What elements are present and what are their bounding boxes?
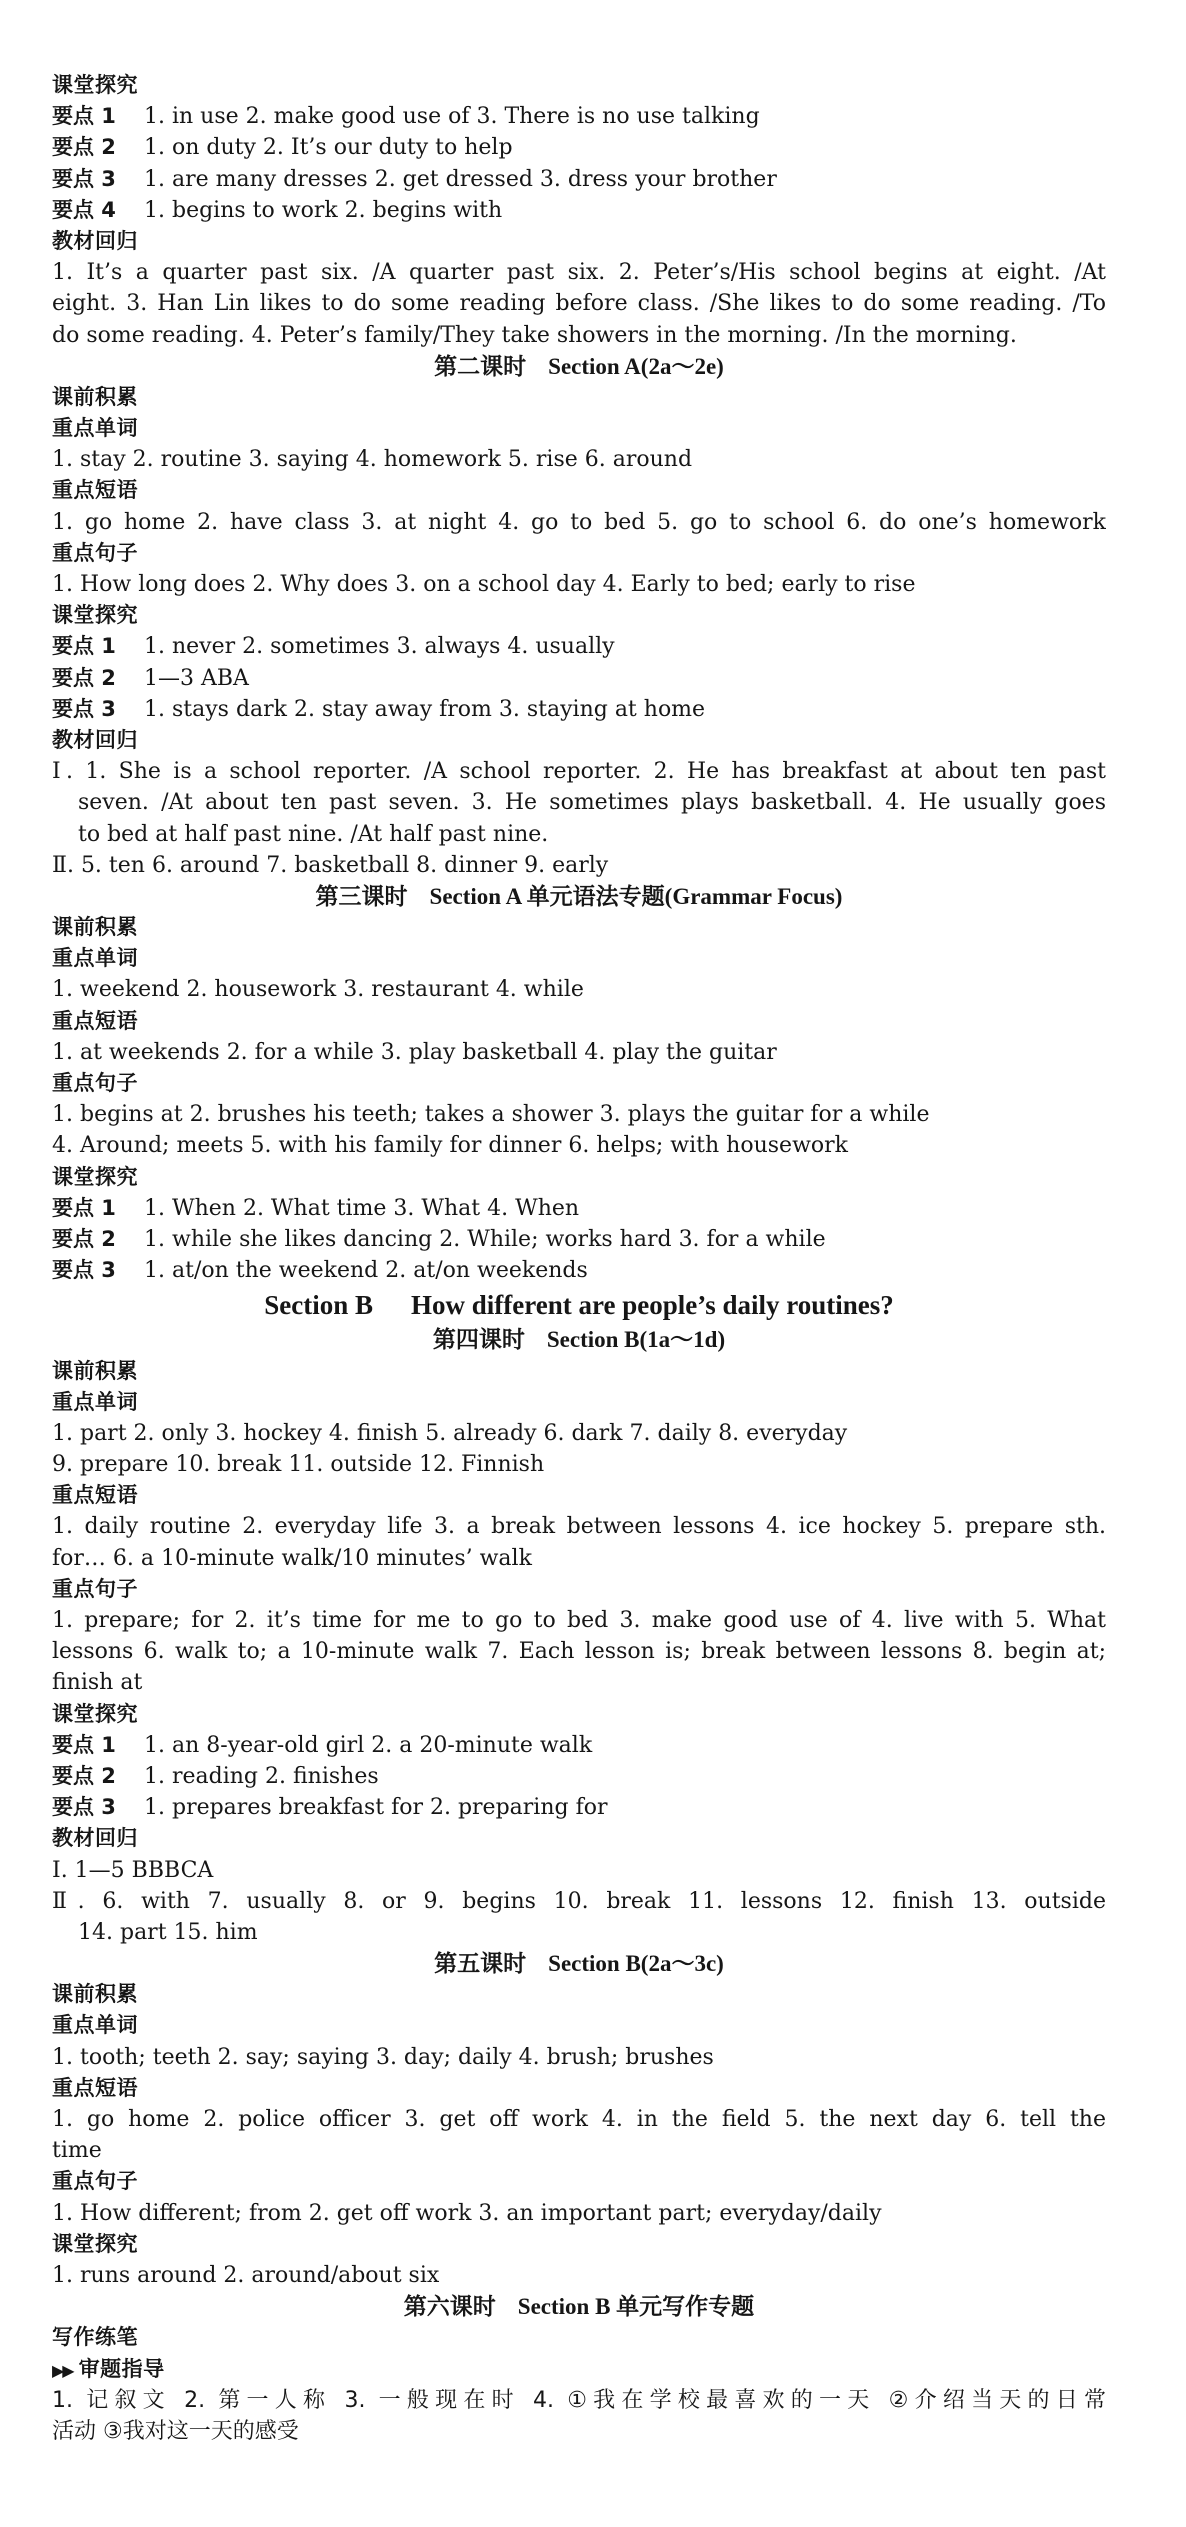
key-point-row xyxy=(52,1761,1106,1792)
key-point-row xyxy=(52,164,1106,195)
answer-line: 1. at weekends 2. for a while 3. play basketball 4. play the guitar xyxy=(52,1039,777,1065)
key-point-label: 要点 3 xyxy=(52,1795,116,1820)
key-point-label: 要点 3 xyxy=(52,1258,116,1283)
lesson-number: 第四课时 xyxy=(432,1327,525,1354)
key-point-answers: 1. are many dresses 2. get dressed 3. dress your brother xyxy=(144,166,777,192)
lesson-number: 第二课时 xyxy=(434,353,527,380)
answer-line: 1. How long does 2. Why does 3. on a school day 4. Early to bed; early to rise xyxy=(52,572,916,597)
answer-line: 1. runs around 2. around/about six xyxy=(52,2262,440,2288)
section-heading: 写作练笔 xyxy=(52,2325,138,2350)
key-point-label: 要点 1 xyxy=(52,1732,116,1757)
section-heading: 课堂探究 xyxy=(52,73,138,97)
key-point-answers: 1. in use 2. make good use of 3. There is no use talking xyxy=(144,104,760,130)
section-heading: 课堂探究 xyxy=(52,1164,138,1189)
key-point-label: 要点 2 xyxy=(52,1763,116,1788)
section-heading: 重点句子 xyxy=(52,540,138,565)
lesson-title xyxy=(52,881,1106,912)
answer-line: finish at xyxy=(52,1670,143,1696)
answer-line: 1. prepare; for 2. it’s time for me to go to bed 3. make good use of 4. live with 5. What xyxy=(52,1608,1106,1633)
section-label: Section B xyxy=(264,1290,374,1321)
answer-line: 4. Around; meets 5. with his family for dinner 6. helps; with housework xyxy=(52,1133,848,1159)
key-point-answers: 1. stays dark 2. stay away from 3. staying at home xyxy=(144,696,706,722)
answer-line: 1. daily routine 2. everyday life 3. a break between lessons 4. ice hockey 5. prepare sth. xyxy=(52,1514,1106,1540)
answer-line: Ⅱ. 6. with 7. usually 8. or 9. begins 10. break 11. lessons 12. finish 13. outside xyxy=(52,1888,1106,1914)
key-point-answers: 1. at/on the weekend 2. at/on weekends xyxy=(144,1258,588,1284)
guide-heading xyxy=(52,2354,1106,2385)
section-heading: 重点单词 xyxy=(52,1389,138,1414)
key-point-row xyxy=(52,1730,1106,1761)
key-point-answers: 1. never 2. sometimes 3. always 4. usually xyxy=(144,634,615,660)
guide-heading-text: 审题指导 xyxy=(78,2356,165,2381)
answer-line: for… 6. a 10-minute walk/10 minutes’ walk xyxy=(52,1545,532,1571)
key-point-row xyxy=(52,694,1106,725)
key-point-answers: 1. prepares breakfast for 2. preparing for xyxy=(144,1795,608,1821)
answer-line: Ⅰ. 1. She is a school reporter. /A school reporter. 2. He has breakfast at about ten past xyxy=(52,759,1106,785)
answer-line: do some reading. 4. Peter’s family/They take showers in the morning. /In the morning. xyxy=(52,322,1017,348)
key-point-answers: 1. while she likes dancing 2. While; works hard 3. for a while xyxy=(144,1226,826,1252)
lesson-section: Section B(1a～1d) xyxy=(546,1327,726,1353)
answer-line: 1. How different; from 2. get off work 3. an important part; everyday/daily xyxy=(52,2200,882,2226)
key-point-row xyxy=(52,1792,1106,1823)
key-point-label: 要点 3 xyxy=(52,166,116,191)
answer-line: to bed at half past nine. /At half past nine. xyxy=(78,821,549,847)
lesson-title xyxy=(52,1948,1106,1979)
section-heading: 课堂探究 xyxy=(52,603,138,628)
answer-line: Ⅱ. 5. ten 6. around 7. basketball 8. dinner 9. early xyxy=(52,852,609,878)
key-point-answers: 1. reading 2. finishes xyxy=(144,1763,379,1789)
section-heading: 重点短语 xyxy=(52,1008,138,1033)
key-point-label: 要点 2 xyxy=(52,1226,116,1251)
lesson-title xyxy=(52,1324,1106,1355)
key-point-label: 要点 2 xyxy=(52,665,116,690)
key-point-row xyxy=(52,101,1106,132)
section-heading: 课前积累 xyxy=(52,915,138,940)
answer-line: time xyxy=(52,2138,102,2164)
answer-line: 14. part 15. him xyxy=(78,1919,258,1945)
answer-line: 活动 ③我对这一天的感受 xyxy=(52,2418,299,2444)
answer-line: 9. prepare 10. break 11. outside 12. Finnish xyxy=(52,1452,545,1478)
key-point-answers: 1. an 8-year-old girl 2. a 20-minute walk xyxy=(144,1732,593,1758)
section-heading: 课堂探究 xyxy=(52,1701,138,1726)
section-heading: 重点单词 xyxy=(52,416,138,441)
section-heading: 重点单词 xyxy=(52,946,138,971)
answer-line: 1. It’s a quarter past six. /A quarter past six. 2. Peter’s/His school begins at eight. /At xyxy=(52,260,1106,286)
double-arrow-icon: ▶▶ xyxy=(52,2360,73,2380)
key-point-row xyxy=(52,132,1106,163)
key-point-answers: 1. When 2. What time 3. What 4. When xyxy=(144,1195,580,1221)
answer-line: 1. weekend 2. housework 3. restaurant 4. while xyxy=(52,977,584,1003)
section-heading: 教材回归 xyxy=(52,727,138,752)
unit-section-title xyxy=(52,1286,1106,1324)
answer-line: 1. stay 2. routine 3. saying 4. homework 5. rise 6. around xyxy=(52,447,693,473)
key-point-answers: 1. on duty 2. It’s our duty to help xyxy=(144,135,513,161)
key-point-answers: 1—3 ABA xyxy=(144,665,249,691)
key-point-answers: 1. begins to work 2. begins with xyxy=(144,197,503,223)
key-point-row xyxy=(52,1193,1106,1224)
answer-line: 1. part 2. only 3. hockey 4. finish 5. already 6. dark 7. daily 8. everyday xyxy=(52,1420,848,1446)
key-point-label: 要点 4 xyxy=(52,197,116,222)
section-heading: 重点句子 xyxy=(52,2169,138,2194)
answer-line: 1. go home 2. police officer 3. get off work 4. in the field 5. the next day 6. tell the xyxy=(52,2107,1106,2132)
section-heading: 重点短语 xyxy=(52,1483,138,1508)
key-point-row xyxy=(52,663,1106,694)
section-question: How different are people’s daily routines? xyxy=(411,1290,894,1321)
lesson-section: Section A(2a～2e) xyxy=(548,353,724,379)
section-heading: 重点短语 xyxy=(52,2075,138,2100)
section-heading: 课前积累 xyxy=(52,1358,138,1383)
section-heading: 课前积累 xyxy=(52,384,138,409)
key-point-label: 要点 2 xyxy=(52,135,116,160)
lesson-number: 第五课时 xyxy=(434,1951,527,1978)
lesson-title xyxy=(52,2291,1106,2322)
answer-line: 1. begins at 2. brushes his teeth; takes a shower 3. plays the guitar for a while xyxy=(52,1102,930,1128)
section-heading: 教材回归 xyxy=(52,1826,138,1851)
key-point-row xyxy=(52,1255,1106,1286)
lesson-section: Section B(2a～3c) xyxy=(548,1951,724,1977)
key-point-row xyxy=(52,1224,1106,1255)
section-heading: 重点句子 xyxy=(52,1576,138,1601)
answer-line: 1. tooth; teeth 2. say; saying 3. day; daily 4. brush; brushes xyxy=(52,2044,714,2070)
lesson-number: 第六课时 xyxy=(403,2294,496,2321)
lesson-section: Section B 单元写作专题 xyxy=(517,2294,755,2320)
key-point-row xyxy=(52,195,1106,226)
section-heading: 重点单词 xyxy=(52,2013,138,2038)
section-heading: 教材回归 xyxy=(52,228,138,253)
answer-line: 1. 记叙文 2. 第一人称 3. 一般现在时 4. ①我在学校最喜欢的一天 ②介绍当天的日常 xyxy=(52,2387,1106,2413)
answer-line: lessons 6. walk to; a 10-minute walk 7. Each lesson is; break between lessons 8. begin at; xyxy=(52,1639,1106,1665)
answer-line: 1. go home 2. have class 3. at night 4. go to bed 5. go to school 6. do one’s homework xyxy=(52,509,1106,535)
section-heading: 重点短语 xyxy=(52,478,138,503)
lesson-number: 第三课时 xyxy=(315,883,408,910)
answer-line: eight. 3. Han Lin likes to do some reading before class. /She likes to do some reading. /To xyxy=(52,291,1106,317)
key-point-label: 要点 1 xyxy=(52,634,116,659)
key-point-row xyxy=(52,631,1106,662)
section-heading: 课堂探究 xyxy=(52,2231,138,2256)
lesson-title xyxy=(52,351,1106,382)
answer-line: seven. /At about ten past seven. 3. He sometimes plays basketball. 4. He usually goes xyxy=(78,790,1106,816)
section-heading: 课前积累 xyxy=(52,1982,138,2007)
key-point-label: 要点 1 xyxy=(52,104,116,129)
key-point-label: 要点 1 xyxy=(52,1195,116,1220)
key-point-label: 要点 3 xyxy=(52,696,116,721)
answer-line: Ⅰ. 1—5 BBBCA xyxy=(52,1857,214,1883)
lesson-section: Section A 单元语法专题(Grammar Focus) xyxy=(429,883,843,909)
section-heading: 重点句子 xyxy=(52,1071,138,1095)
